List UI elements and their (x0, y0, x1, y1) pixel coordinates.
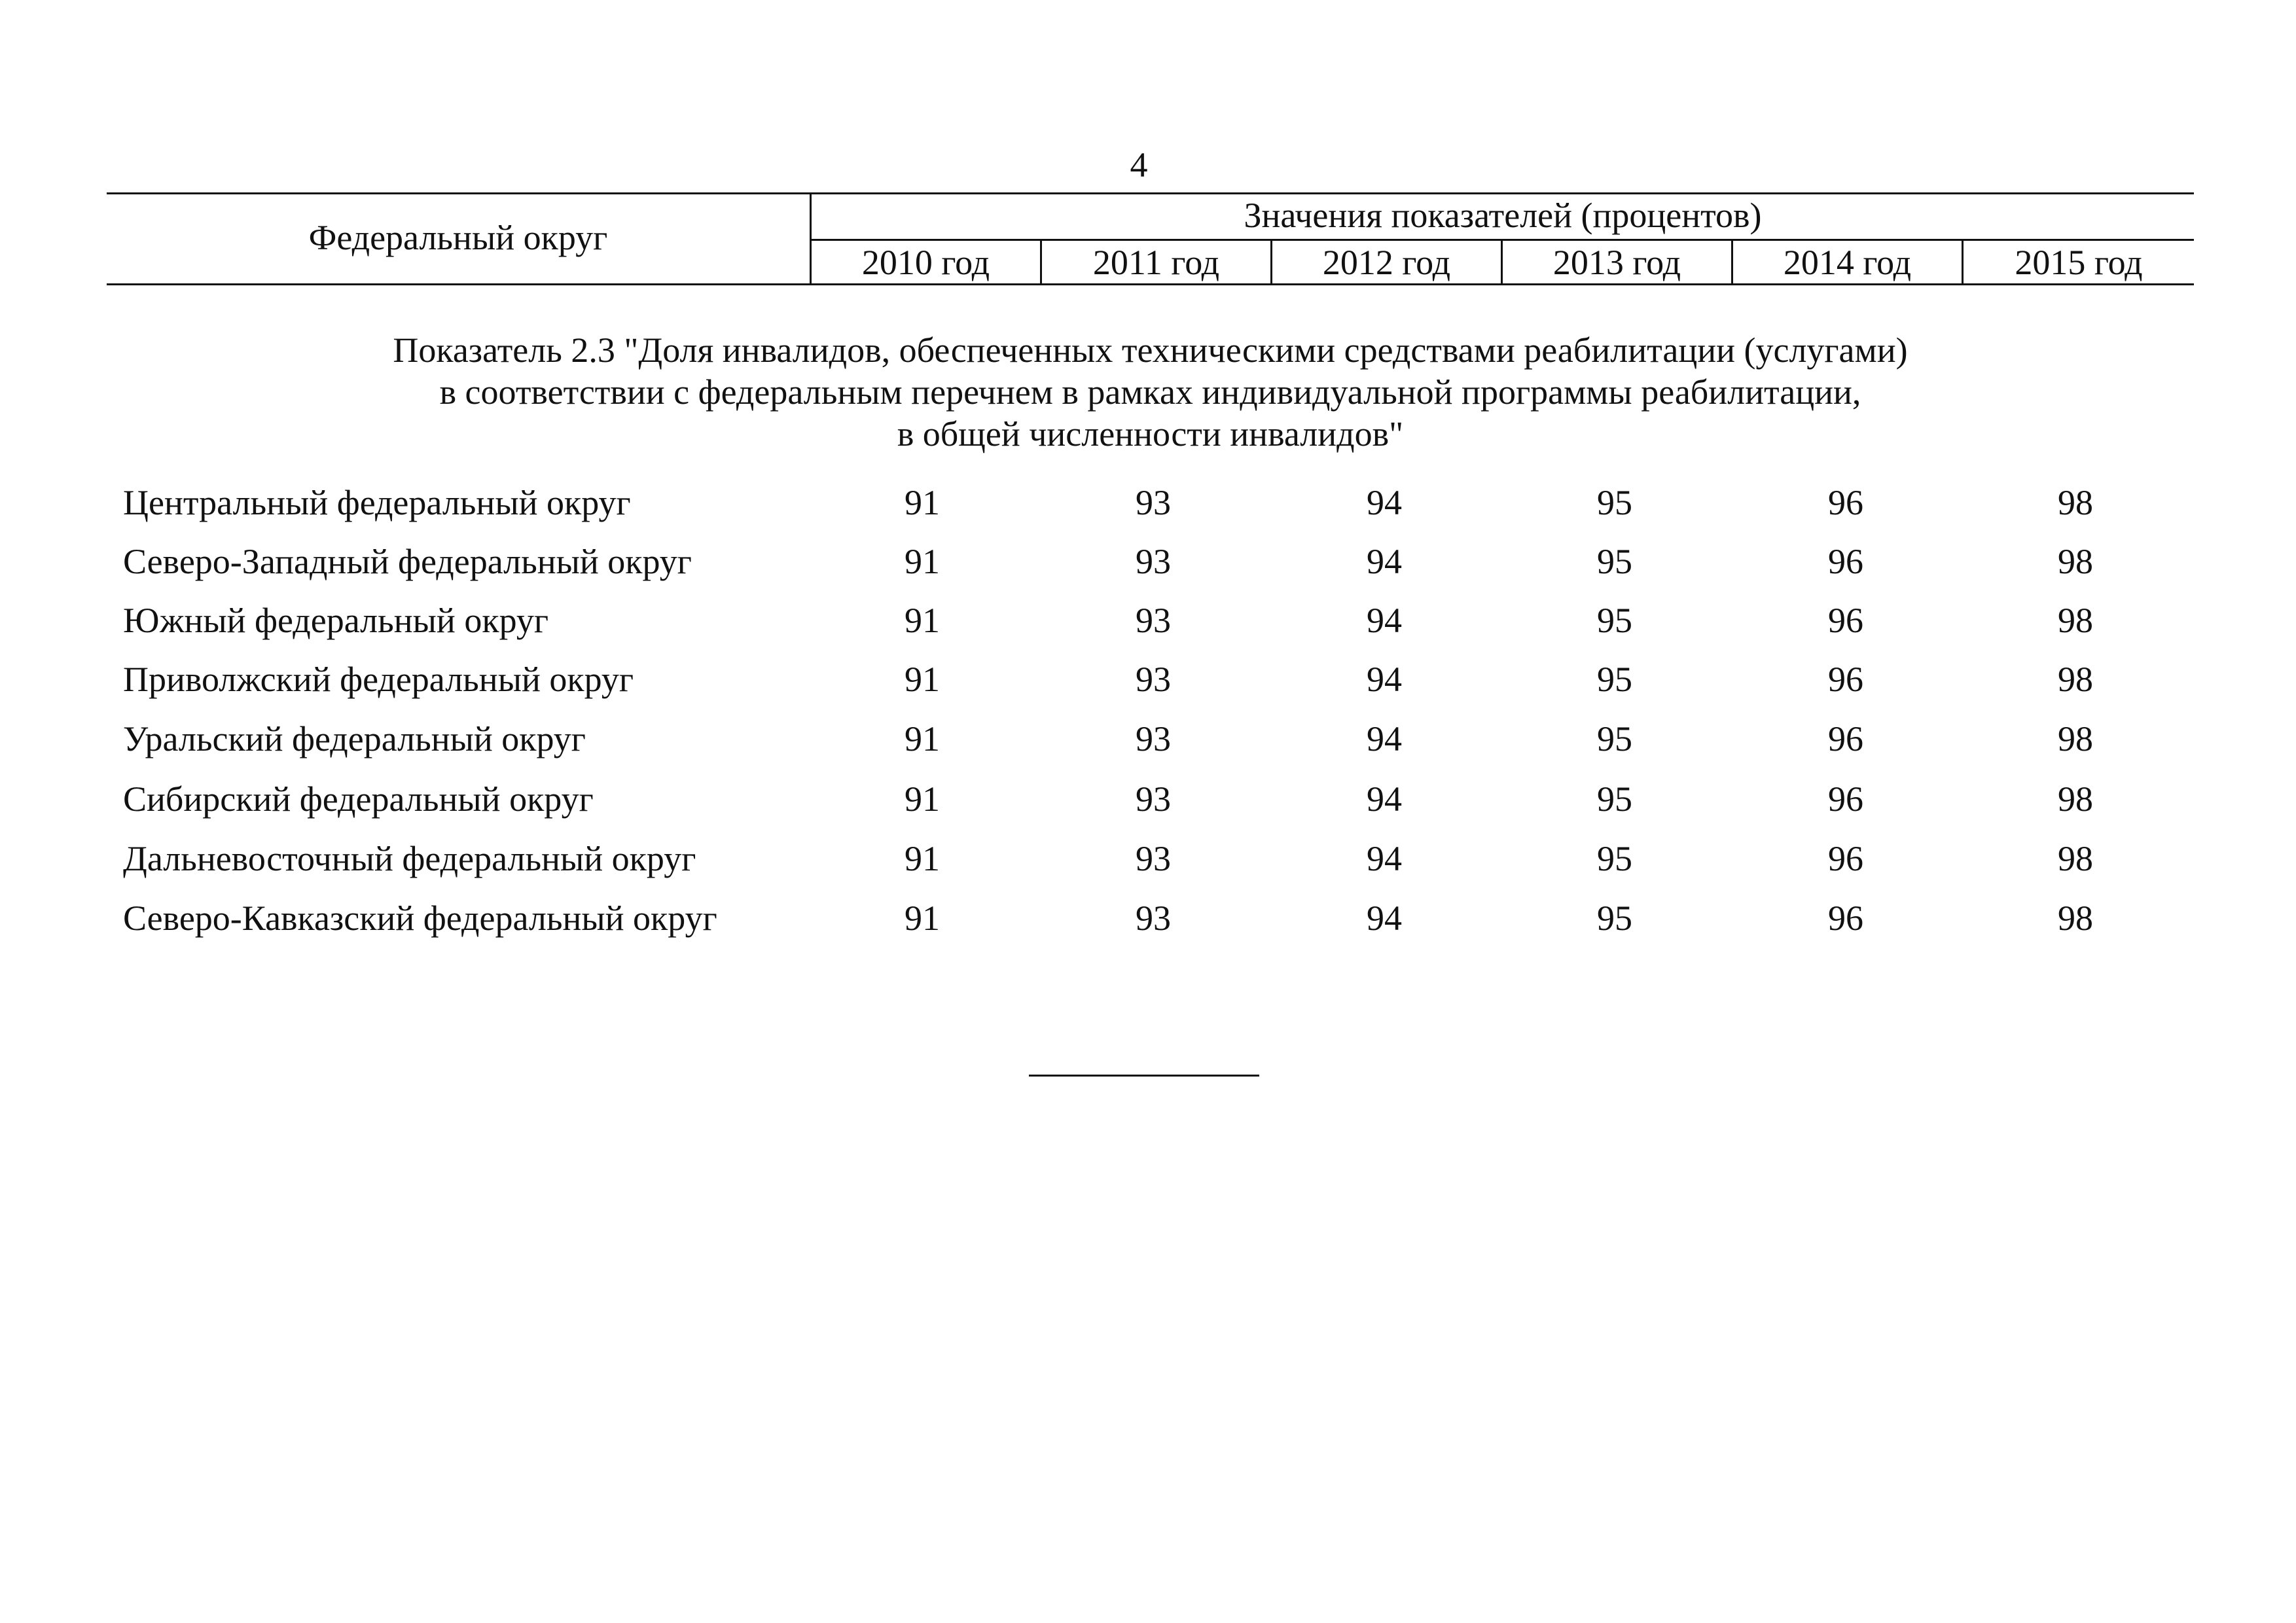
value-cell: 96 (1828, 483, 1863, 522)
value-cell: 98 (2058, 483, 2093, 522)
value-cell: 95 (1597, 719, 1632, 758)
value-cell: 98 (2058, 899, 2093, 938)
year-header-2012: 2012 год (1322, 243, 1451, 282)
value-cell: 91 (905, 839, 940, 878)
region-name: Уральский федеральный округ (123, 719, 586, 758)
region-name: Сибирский федеральный округ (123, 779, 594, 819)
value-cell: 95 (1597, 839, 1632, 878)
value-cell: 93 (1136, 660, 1171, 699)
value-cell: 98 (2058, 719, 2093, 758)
value-cell: 94 (1367, 542, 1402, 581)
value-cell: 94 (1367, 839, 1402, 878)
value-cell: 91 (905, 601, 940, 640)
value-cell: 95 (1597, 899, 1632, 938)
value-cell: 98 (2058, 542, 2093, 581)
region-name: Южный федеральный округ (123, 601, 549, 640)
value-cell: 98 (2058, 660, 2093, 699)
year-header-2010: 2010 год (861, 243, 990, 282)
value-cell: 91 (905, 719, 940, 758)
value-cell: 94 (1367, 719, 1402, 758)
value-cell: 95 (1597, 779, 1632, 819)
value-cell: 93 (1136, 839, 1171, 878)
table-row (0, 716, 2296, 762)
year-header-2015: 2015 год (2015, 243, 2143, 282)
value-cell: 96 (1828, 601, 1863, 640)
end-rule (1029, 1075, 1259, 1077)
table-row (0, 895, 2296, 941)
value-cell: 94 (1367, 779, 1402, 819)
region-column-header (107, 190, 810, 285)
value-cell: 93 (1136, 899, 1171, 938)
year-header-2013: 2013 год (1552, 243, 1681, 282)
year-header-2014: 2014 год (1783, 243, 1912, 282)
value-cell: 93 (1136, 719, 1171, 758)
value-cell: 94 (1367, 660, 1402, 699)
value-cell: 96 (1828, 779, 1863, 819)
value-cell: 95 (1597, 660, 1632, 699)
region-name: Северо-Западный федеральный округ (123, 542, 692, 581)
value-cell: 94 (1367, 483, 1402, 522)
values-group-header: Значения показателей (процентов) (1244, 196, 1762, 235)
year-header-2011: 2011 год (1092, 243, 1220, 282)
value-cell: 96 (1828, 839, 1863, 878)
indicator-title-line-1: Показатель 2.3 "Доля инвалидов, обеспеченных техническими средствами реабилитации (услугами) (393, 330, 1908, 370)
table-row (0, 480, 2296, 526)
value-cell: 96 (1828, 719, 1863, 758)
value-cell: 93 (1136, 601, 1171, 640)
value-cell: 91 (905, 660, 940, 699)
value-cell: 98 (2058, 601, 2093, 640)
value-cell: 98 (2058, 779, 2093, 819)
value-cell: 91 (905, 779, 940, 819)
indicator-title-line-2: в соответствии с федеральным перечнем в рамках индивидуальной программы реабилитации, (439, 372, 1861, 412)
value-cell: 95 (1597, 483, 1632, 522)
value-cell: 96 (1828, 542, 1863, 581)
value-cell: 94 (1367, 601, 1402, 640)
value-cell: 93 (1136, 483, 1171, 522)
region-name: Дальневосточный федеральный округ (123, 839, 696, 878)
indicator-title (107, 329, 2194, 455)
region-name: Приволжский федеральный округ (123, 660, 634, 699)
value-cell: 91 (905, 899, 940, 938)
table-row (0, 836, 2296, 882)
table-row (0, 656, 2296, 702)
value-cell: 93 (1136, 779, 1171, 819)
value-cell: 91 (905, 542, 940, 581)
page-number: 4 (1130, 145, 1148, 185)
indicator-title-line-3: в общей численности инвалидов" (897, 414, 1404, 454)
value-cell: 96 (1828, 660, 1863, 699)
region-name: Северо-Кавказский федеральный округ (123, 899, 717, 938)
table-row (0, 539, 2296, 584)
value-cell: 96 (1828, 899, 1863, 938)
region-name: Центральный федеральный округ (123, 483, 631, 522)
value-cell: 98 (2058, 839, 2093, 878)
value-cell: 93 (1136, 542, 1171, 581)
value-cell: 95 (1597, 601, 1632, 640)
value-cell: 91 (905, 483, 940, 522)
region-column-header-label: Федеральный округ (308, 218, 608, 257)
value-cell: 94 (1367, 899, 1402, 938)
table-row (0, 776, 2296, 822)
table-row (0, 597, 2296, 643)
value-cell: 95 (1597, 542, 1632, 581)
